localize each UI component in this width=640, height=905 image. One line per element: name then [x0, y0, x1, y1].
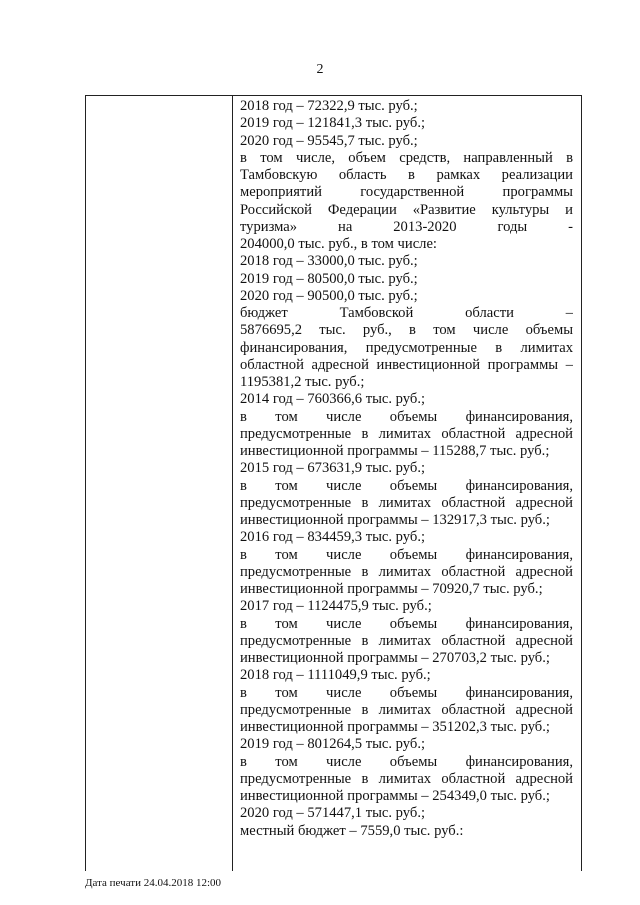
print-date-footer: Дата печати 24.04.2018 12:00 — [85, 877, 222, 889]
text-line: предусмотренные в лимитах областной адресной — [240, 632, 573, 649]
text-line: в том числе объемы финансирования, — [240, 408, 573, 425]
text-line: 2019 год – 80500,0 тыс. руб.; — [240, 270, 418, 287]
text-line: 2016 год – 834459,3 тыс. руб.; — [240, 529, 426, 546]
text-line: в том числе объемы финансирования, — [240, 477, 573, 494]
text-line: 2019 год – 121841,3 тыс. руб.; — [240, 115, 426, 132]
text-line: 2014 год – 760366,6 тыс. руб.; — [240, 391, 426, 408]
text-line: 2018 год – 1111049,9 тыс. руб.; — [240, 667, 431, 684]
text-line: местный бюджет – 7559,0 тыс. руб.: — [240, 822, 464, 839]
text-line: инвестиционной программы – 254349,0 тыс. руб.; — [240, 788, 550, 804]
page-number: 2 — [316, 62, 324, 77]
text-line: инвестиционной программы – 115288,7 тыс. руб.; — [240, 443, 550, 459]
table-column-divider — [232, 95, 233, 871]
text-line: туризма» на 2013-2020 годы - — [240, 218, 573, 235]
text-line: 2020 год – 95545,7 тыс. руб.; — [240, 132, 418, 149]
text-line: предусмотренные в лимитах областной адресной — [240, 563, 573, 580]
text-line: бюджет Тамбовской области – — [240, 305, 573, 321]
text-line: в том числе объемы финансирования, — [240, 615, 573, 632]
text-line: финансирования, предусмотренные в лимитах — [240, 339, 573, 356]
text-line: в том числе объемы финансирования, — [240, 753, 573, 770]
text-line: областной адресной инвестиционной программы – — [240, 356, 573, 373]
text-line: инвестиционной программы – 270703,2 тыс. руб.; — [240, 650, 550, 666]
text-line: в том числе объемы финансирования, — [240, 546, 573, 563]
text-line: мероприятий государственной программы — [240, 184, 573, 201]
text-line: предусмотренные в лимитах областной адресной — [240, 770, 573, 787]
text-line: предусмотренные в лимитах областной адресной — [240, 494, 573, 511]
text-line: Российской Федерации «Развитие культуры и — [240, 201, 573, 218]
text-line: инвестиционной программы – 70920,7 тыс. руб.; — [240, 581, 543, 597]
text-line: 2017 год – 1124475,9 тыс. руб.; — [240, 598, 432, 615]
text-line: 204000,0 тыс. руб., в том числе: — [240, 236, 437, 252]
text-line: 2018 год – 72322,9 тыс. руб.; — [240, 98, 418, 114]
text-line: предусмотренные в лимитах областной адресной — [240, 701, 573, 718]
text-line: инвестиционной программы – 351202,3 тыс. руб.; — [240, 719, 550, 735]
text-line: 2015 год – 673631,9 тыс. руб.; — [240, 460, 426, 477]
text-line: инвестиционной программы – 132917,3 тыс. руб.; — [240, 512, 550, 528]
text-line: в том числе объемы финансирования, — [240, 684, 573, 701]
text-line: предусмотренные в лимитах областной адресной — [240, 425, 573, 442]
text-line: 5876695,2 тыс. руб., в том числе объемы — [240, 322, 573, 339]
text-line: 2020 год – 571447,1 тыс. руб.; — [240, 805, 426, 822]
text-line: 2020 год – 90500,0 тыс. руб.; — [240, 287, 418, 304]
text-line: Тамбовскую область в рамках реализации — [240, 167, 573, 183]
text-line: 1195381,2 тыс. руб.; — [240, 374, 365, 390]
funding-text-cell — [240, 98, 573, 840]
text-line: 2019 год – 801264,5 тыс. руб.; — [240, 736, 426, 753]
text-line: 2018 год – 33000,0 тыс. руб.; — [240, 253, 418, 270]
text-line: в том числе, объем средств, направленный в — [240, 149, 573, 166]
